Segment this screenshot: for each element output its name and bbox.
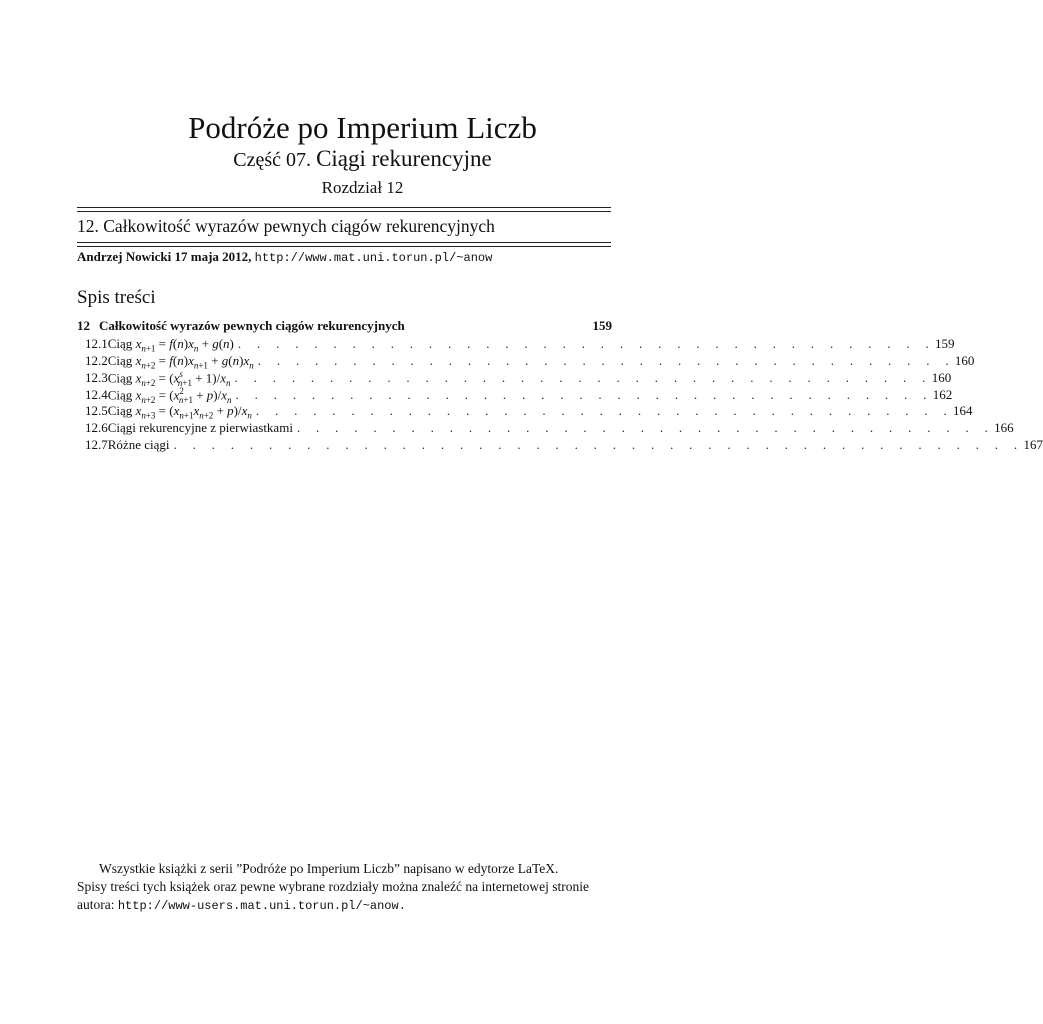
book-title: Podróże po Imperium Liczb [188, 110, 537, 145]
toc-entry-title: Ciągi rekurencyjne z pierwiastkami [107, 420, 293, 435]
toc-entry[interactable] [77, 420, 1014, 436]
toc-chapter-title: Całkowitość wyrazów pewnych ciągów rekurencyjnych [99, 318, 405, 333]
toc-entry-page: 162 [932, 387, 953, 403]
author-line [77, 249, 492, 265]
toc-entry-number: 12.5 [85, 403, 108, 418]
toc-entry[interactable] [77, 403, 973, 421]
toc-entry-title: Ciąg $x_{n+1} = f(n)x_n + g(n)$ [107, 336, 234, 354]
toc-leader-dots: . . . . . . . . . . . . . . . . . . . . . . . . . . . . . . . . . . . . . [255, 403, 954, 418]
toc-leader-dots: . . . . . . . . . . . . . . . . . . . . . . . . . . . . . . . . . . . . . [234, 370, 932, 386]
toc-leader-dots: . . . . . . . . . . . . . . . . . . . . . . . . . . . . . . . . . . . . . [296, 420, 995, 435]
toc-leader-dots: . . . . . . . . . . . . . . . . . . . . . . . . . . . . . . . . . . . . . [235, 387, 933, 403]
toc-entry-title: Ciąg $x_{n+3} = (x_{n+1}x_{n+2} + p)/x_n$ [107, 403, 252, 421]
rule-mid-2 [77, 246, 611, 247]
toc-entry-title: Ciąg $x_{n+2} = (x^s_{n+1} + 1)/x_n$ [107, 369, 231, 388]
rule-top-2 [77, 211, 611, 212]
footer-line-1: Wszystkie książki z serii ”Podróże po Imperium Liczb” napisano w edytorze LaTeX. [99, 861, 559, 876]
toc-leader-dots: . . . . . . . . . . . . . . . . . . . . . . . . . . . . . . . . . . . . . [237, 336, 936, 351]
toc-entry[interactable] [77, 336, 955, 354]
toc-entry-page: 166 [994, 420, 1014, 435]
rule-top-1 [77, 207, 611, 208]
toc-leader-dots: . . . . . . . . . . . . . . . . . . . . . . . . . . . . . . . . . . . . . . . . . . . . . [173, 437, 1024, 452]
rule-mid-1 [77, 242, 611, 243]
toc-chapter-number: 12 [77, 318, 90, 333]
toc-entry-page: 160 [954, 353, 975, 368]
footer-line-3-prefix: autora: [77, 897, 115, 912]
toc-entry-page: 167 [1023, 437, 1043, 452]
toc-entry[interactable] [77, 437, 1043, 453]
toc-heading: Spis treści [77, 287, 156, 308]
part-title [0, 146, 725, 172]
footer-url-link[interactable]: http://www-users.mat.uni.torun.pl/~anow. [117, 899, 406, 913]
toc-chapter-page: 159 [592, 318, 612, 333]
toc-entry[interactable] [77, 386, 953, 405]
toc-entry-title: Różne ciągi [107, 437, 170, 452]
part-prefix: Część 07. [233, 149, 312, 171]
toc-entry-title: Ciąg $x_{n+2} = (x^2_{n+1} + p)/x_n$ [107, 386, 232, 405]
toc-entry-number: 12.4 [85, 387, 108, 403]
toc-leader-dots: . . . . . . . . . . . . . . . . . . . . . . . . . . . . . . . . . . . . . [257, 353, 955, 368]
toc-entry-number: 12.1 [85, 336, 108, 351]
footer-line-2: Spisy treści tych książek oraz pewne wybrane rozdziały można znaleźć na internetowej stronie [77, 879, 590, 894]
author-url-link[interactable]: http://www.mat.uni.torun.pl/~anow [254, 251, 493, 265]
toc-entry-number: 12.7 [85, 437, 108, 452]
toc-entry-page: 159 [935, 336, 955, 351]
chapter-label: Rozdział 12 [321, 178, 404, 197]
toc-entry-number: 12.2 [85, 353, 108, 368]
toc-entry-title: Ciąg $x_{n+2} = f(n)x_{n+1} + g(n)x_n$ [107, 353, 254, 371]
part-name: Ciągi rekurencyjne [316, 146, 492, 171]
section-title: 12. Całkowitość wyrazów pewnych ciągów rekurencyjnych [77, 216, 495, 236]
toc-entry-number: 12.3 [85, 370, 108, 386]
toc-entry[interactable] [77, 353, 975, 371]
footer-note [77, 860, 617, 915]
author-name: Andrzej Nowicki 17 maja 2012, [77, 249, 252, 264]
toc-entry[interactable] [77, 369, 952, 388]
toc-entry-page: 160 [931, 370, 952, 386]
toc-entry-number: 12.6 [85, 420, 108, 435]
toc-entry-page: 164 [953, 403, 973, 418]
toc-chapter-entry[interactable] [77, 318, 612, 334]
